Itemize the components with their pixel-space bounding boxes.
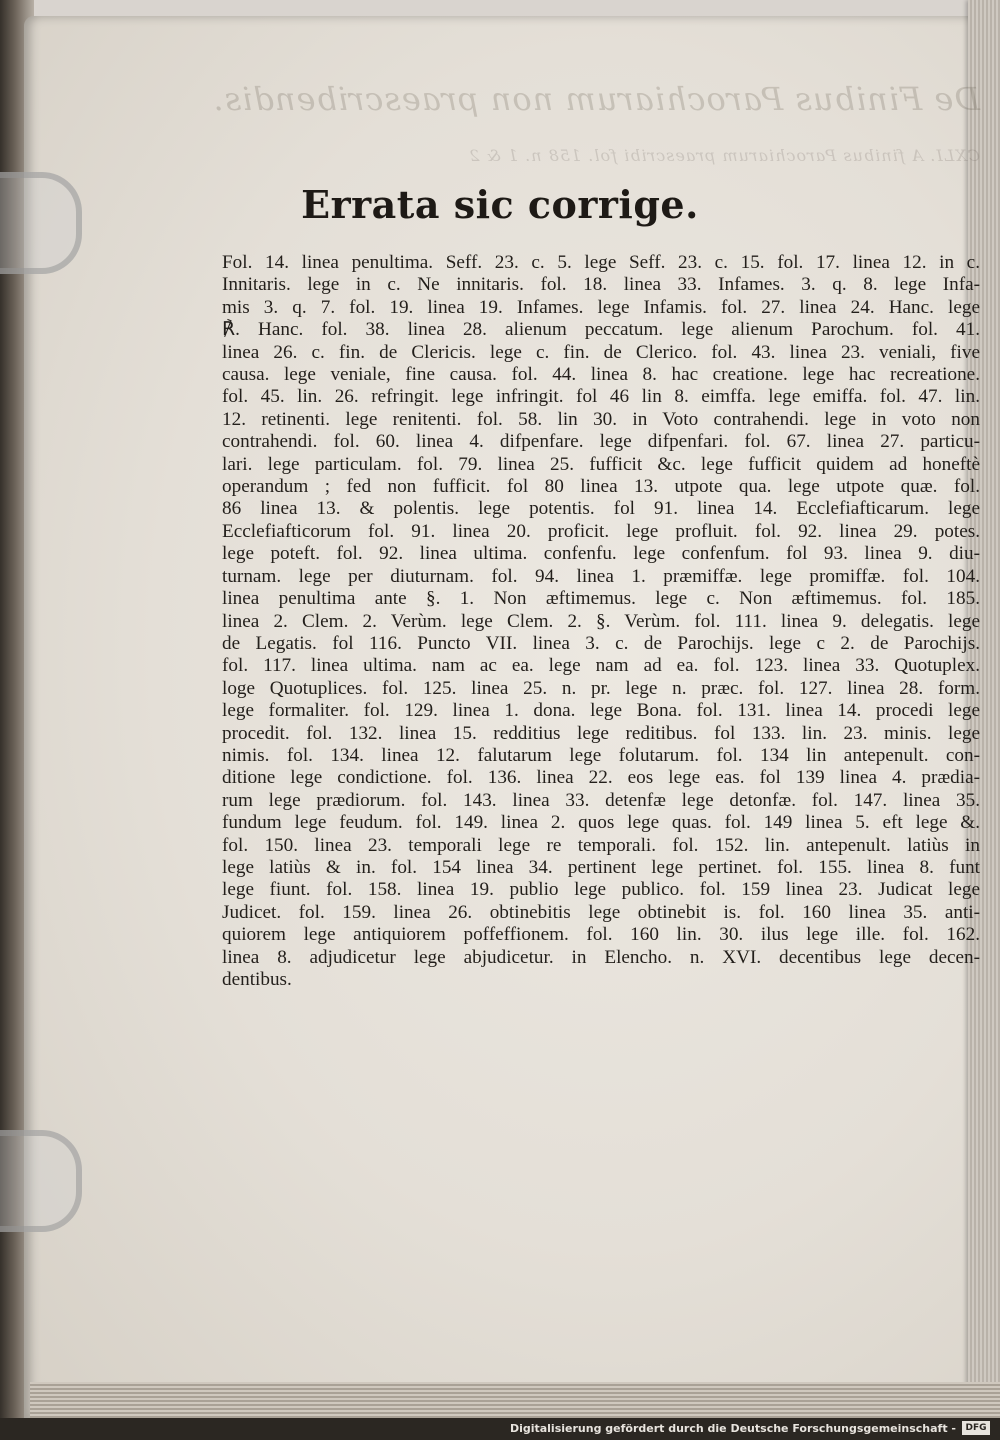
- errata-line: Innitaris. lege in c. Ne innitaris. fol. 18. linea 33. Infames. 3. q. 8. lege Infa-: [222, 274, 980, 296]
- errata-line: nimis. fol. 134. linea 12. falutarum lege folutarum. fol. 134 lin antepenult. con-: [222, 744, 980, 766]
- errata-line: lege fiunt. fol. 158. linea 19. publio lege publico. fol. 159 linea 23. Judicat lege: [222, 879, 980, 901]
- errata-line: ℟. Hanc. fol. 38. linea 28. alienum peccatum. lege alienum Parochum. fol. 41.: [222, 319, 980, 341]
- errata-line: linea 8. adjudicetur lege abjudicetur. in Elencho. n. XVI. decentibus lege decen-: [222, 946, 980, 968]
- errata-line: Judicet. fol. 159. linea 26. obtinebitis lege obtinebit is. fol. 160 linea 35. anti-: [222, 901, 980, 923]
- errata-line: linea 26. c. fin. de Clericis. lege c. fin. de Clerico. fol. 43. linea 23. veniali, five: [222, 341, 980, 363]
- errata-line: ditione lege condictione. fol. 136. linea 22. eos lege eas. fol 139 linea 4. prædia-: [222, 767, 980, 789]
- errata-line: lege poteft. fol. 92. linea ultima. confenfu. lege confenfum. fol 93. linea 9. diu-: [222, 543, 980, 565]
- errata-line: Ecclefiafticorum fol. 91. linea 20. proficit. lege profluit. fol. 92. linea 29. potes.: [222, 520, 980, 542]
- footer-credit: Digitalisierung gefördert durch die Deutsche Forschungsgemeinschaft -: [509, 1422, 956, 1435]
- errata-line: fol. 45. lin. 26. refringit. lege infringit. fol 46 lin 8. eimffa. lege emiffa. fol. 47. lin.: [222, 386, 980, 408]
- errata-line: contrahendi. fol. 60. linea 4. difpenfare. lege difpenfari. fol. 67. linea 27. particu-: [222, 431, 980, 453]
- errata-line: turnam. lege per diuturnam. fol. 94. linea 1. præmiffæ. lege promiffæ. fol. 104.: [222, 565, 980, 587]
- errata-line: 86 linea 13. & polentis. lege potentis. fol 91. linea 14. Ecclefiafticarum. lege: [222, 498, 980, 520]
- bleed-through-heading: De Finibus Parochiarum non praescribendis.: [212, 80, 980, 118]
- page-title: Errata sic corrige.: [301, 182, 699, 227]
- errata-line: lari. lege particulam. fol. 79. linea 25. fufficit &c. lege fufficit quidem ad honeftè: [222, 453, 980, 475]
- errata-line: loge Quotuplices. fol. 125. linea 25. n. pr. lege n. præc. fol. 127. linea 28. form.: [222, 677, 980, 699]
- errata-line: fol. 117. linea ultima. nam ac ea. lege nam ad ea. fol. 123. linea 33. Quotuplex.: [222, 655, 980, 677]
- errata-line: de Legatis. fol 116. Puncto VII. linea 3. c. de Parochijs. lege c 2. de Parochijs.: [222, 632, 980, 654]
- errata-line: lege formaliter. fol. 129. linea 1. dona. lege Bona. fol. 131. linea 14. procedi lege: [222, 700, 980, 722]
- errata-line: mis 3. q. 7. fol. 19. linea 19. Infames. lege Infamis. fol. 27. linea 24. Hanc. lege: [222, 296, 980, 318]
- bottom-edge: [30, 1382, 1000, 1418]
- errata-line: causa. lege veniale, fine causa. fol. 44. linea 8. hac creatione. lege hac recreatione.: [222, 364, 980, 386]
- errata-line: dentibus.: [222, 969, 292, 990]
- errata-line: fol. 150. linea 23. temporali lege re temporali. fol. 152. lin. antepenult. latiùs in: [222, 834, 980, 856]
- errata-line: rum lege prædiorum. fol. 143. linea 33. detenfæ lege detonfæ. fol. 147. linea 35.: [222, 789, 980, 811]
- errata-line: 12. retinenti. lege renitenti. fol. 58. lin 30. in Voto contrahendi. lege in voto non: [222, 408, 980, 430]
- errata-line: linea penultima ante §. 1. Non æftimemus. lege c. Non æftimemus. fol. 185.: [222, 588, 980, 610]
- errata-text: [222, 252, 980, 991]
- errata-line: lege latiùs & in. fol. 154 linea 34. pertinent lege pertinet. fol. 155. linea 8. funt: [222, 856, 980, 878]
- page-clip-bottom: [0, 1130, 82, 1232]
- errata-line: quiorem lege antiquiorem poffeffionem. fol. 160 lin. 30. ilus lege ille. fol. 162.: [222, 924, 980, 946]
- errata-line: operandum ; fed non fufficit. fol 80 linea 13. utpote qua. lege utpote quæ. fol.: [222, 476, 980, 498]
- errata-line: fundum lege feudum. fol. 149. linea 2. quos lege quas. fol. 149 linea 5. eft lege &.: [222, 812, 980, 834]
- dfg-logo: DFG: [962, 1421, 990, 1435]
- bleed-through-line: CXLI. A finibus Parochiarum praescribi fol. 158 n. 1 & 2: [468, 146, 980, 165]
- errata-line: Fol. 14. linea penultima. Seff. 23. c. 5. lege Seff. 23. c. 15. fol. 17. linea 12. in c.: [222, 252, 980, 273]
- errata-line: procedit. fol. 132. linea 15. redditius lege reditibus. fol 133. lin. 23. minis. lege: [222, 722, 980, 744]
- errata-line: linea 2. Clem. 2. Verùm. lege Clem. 2. §. Verùm. fol. 111. linea 9. delegatis. lege: [222, 610, 980, 632]
- footer-bar: [0, 1418, 1000, 1440]
